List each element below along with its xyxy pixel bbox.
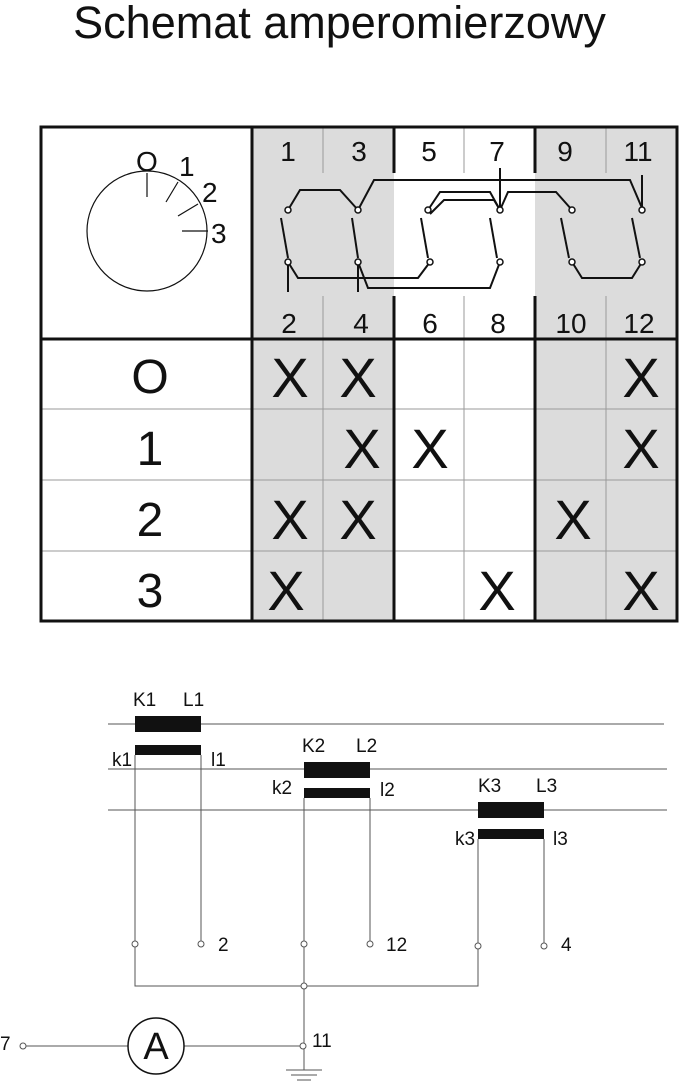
contact-label-top: 1	[280, 136, 296, 167]
contact-label-top: 11	[623, 136, 653, 167]
ct2-primary-bar	[304, 762, 370, 778]
terminal-label: 2	[218, 935, 229, 956]
contact-label-top: 9	[557, 136, 573, 167]
contact-label-top: 5	[421, 136, 437, 167]
state-mark: X	[411, 417, 449, 480]
state-mark: X	[339, 488, 377, 551]
ct3-secondary-bar	[478, 829, 544, 839]
contact-label-top: 7	[489, 136, 505, 167]
state-mark: X	[271, 346, 309, 409]
row-label: 2	[136, 494, 164, 547]
wire-terminals	[20, 941, 547, 1049]
state-mark: X	[339, 346, 377, 409]
ct2-secondary-bar	[304, 788, 370, 798]
ct2-primary-left-label: K2	[302, 736, 326, 757]
terminal-label: 12	[386, 935, 408, 956]
ct2-primary-right-label: L2	[356, 736, 378, 757]
ammeter-icon	[128, 1018, 184, 1074]
contact-label-bottom: 10	[555, 308, 587, 339]
page-title: Schemat amperomierzowy	[73, 0, 606, 48]
contact-label-bottom: 12	[623, 308, 655, 339]
switch-blade	[421, 218, 428, 258]
ct1-primary-left-label: K1	[133, 690, 157, 711]
row-label: O	[131, 351, 169, 404]
ct1-primary-bar	[135, 716, 201, 732]
row-label: 1	[136, 423, 164, 476]
position-row-labels	[131, 351, 168, 618]
ct3-primary-left-label: K3	[478, 776, 502, 797]
state-mark: X	[622, 559, 660, 622]
contact-label-bottom: 6	[422, 308, 438, 339]
ct1-secondary-bar	[135, 745, 201, 755]
ct2-secondary-right-label: l2	[380, 780, 395, 801]
contact-label-top: 3	[351, 136, 367, 167]
position-dial	[87, 146, 227, 291]
terminal-label: 4	[561, 935, 572, 956]
terminal-labels	[0, 935, 572, 1055]
dial-label-o: O	[136, 146, 158, 177]
state-mark: X	[267, 559, 305, 622]
ct3-secondary-left-label: k3	[455, 829, 476, 850]
secondary-wires	[25, 755, 544, 1070]
terminal-label: 11	[312, 1031, 332, 1052]
state-mark: X	[478, 559, 516, 622]
dial-label-3: 3	[211, 218, 227, 249]
state-mark: X	[343, 417, 381, 480]
contact-label-bottom: 8	[490, 308, 506, 339]
dial-label-2: 2	[202, 177, 218, 208]
ammeter-label: A	[143, 1026, 169, 1068]
state-mark: X	[622, 346, 660, 409]
terminal-label: 7	[0, 1034, 11, 1055]
ct1-secondary-right-label: l1	[211, 750, 226, 771]
ct2-secondary-left-label: k2	[272, 778, 293, 799]
ct1-secondary-left-label: k1	[112, 750, 133, 771]
ct3-primary-right-label: L3	[536, 776, 558, 797]
switch-blade	[490, 218, 497, 258]
ct1-primary-right-label: L1	[183, 690, 205, 711]
state-mark: X	[622, 417, 660, 480]
dial-label-1: 1	[179, 151, 195, 182]
contact-label-bottom: 4	[353, 308, 369, 339]
ct3-secondary-right-label: l3	[553, 829, 568, 850]
state-mark: X	[271, 488, 309, 551]
state-mark: X	[554, 488, 592, 551]
contact-label-bottom: 2	[281, 308, 297, 339]
row-label: 3	[136, 565, 164, 618]
ground-icon	[286, 1070, 322, 1080]
ct3-primary-bar	[478, 802, 544, 818]
